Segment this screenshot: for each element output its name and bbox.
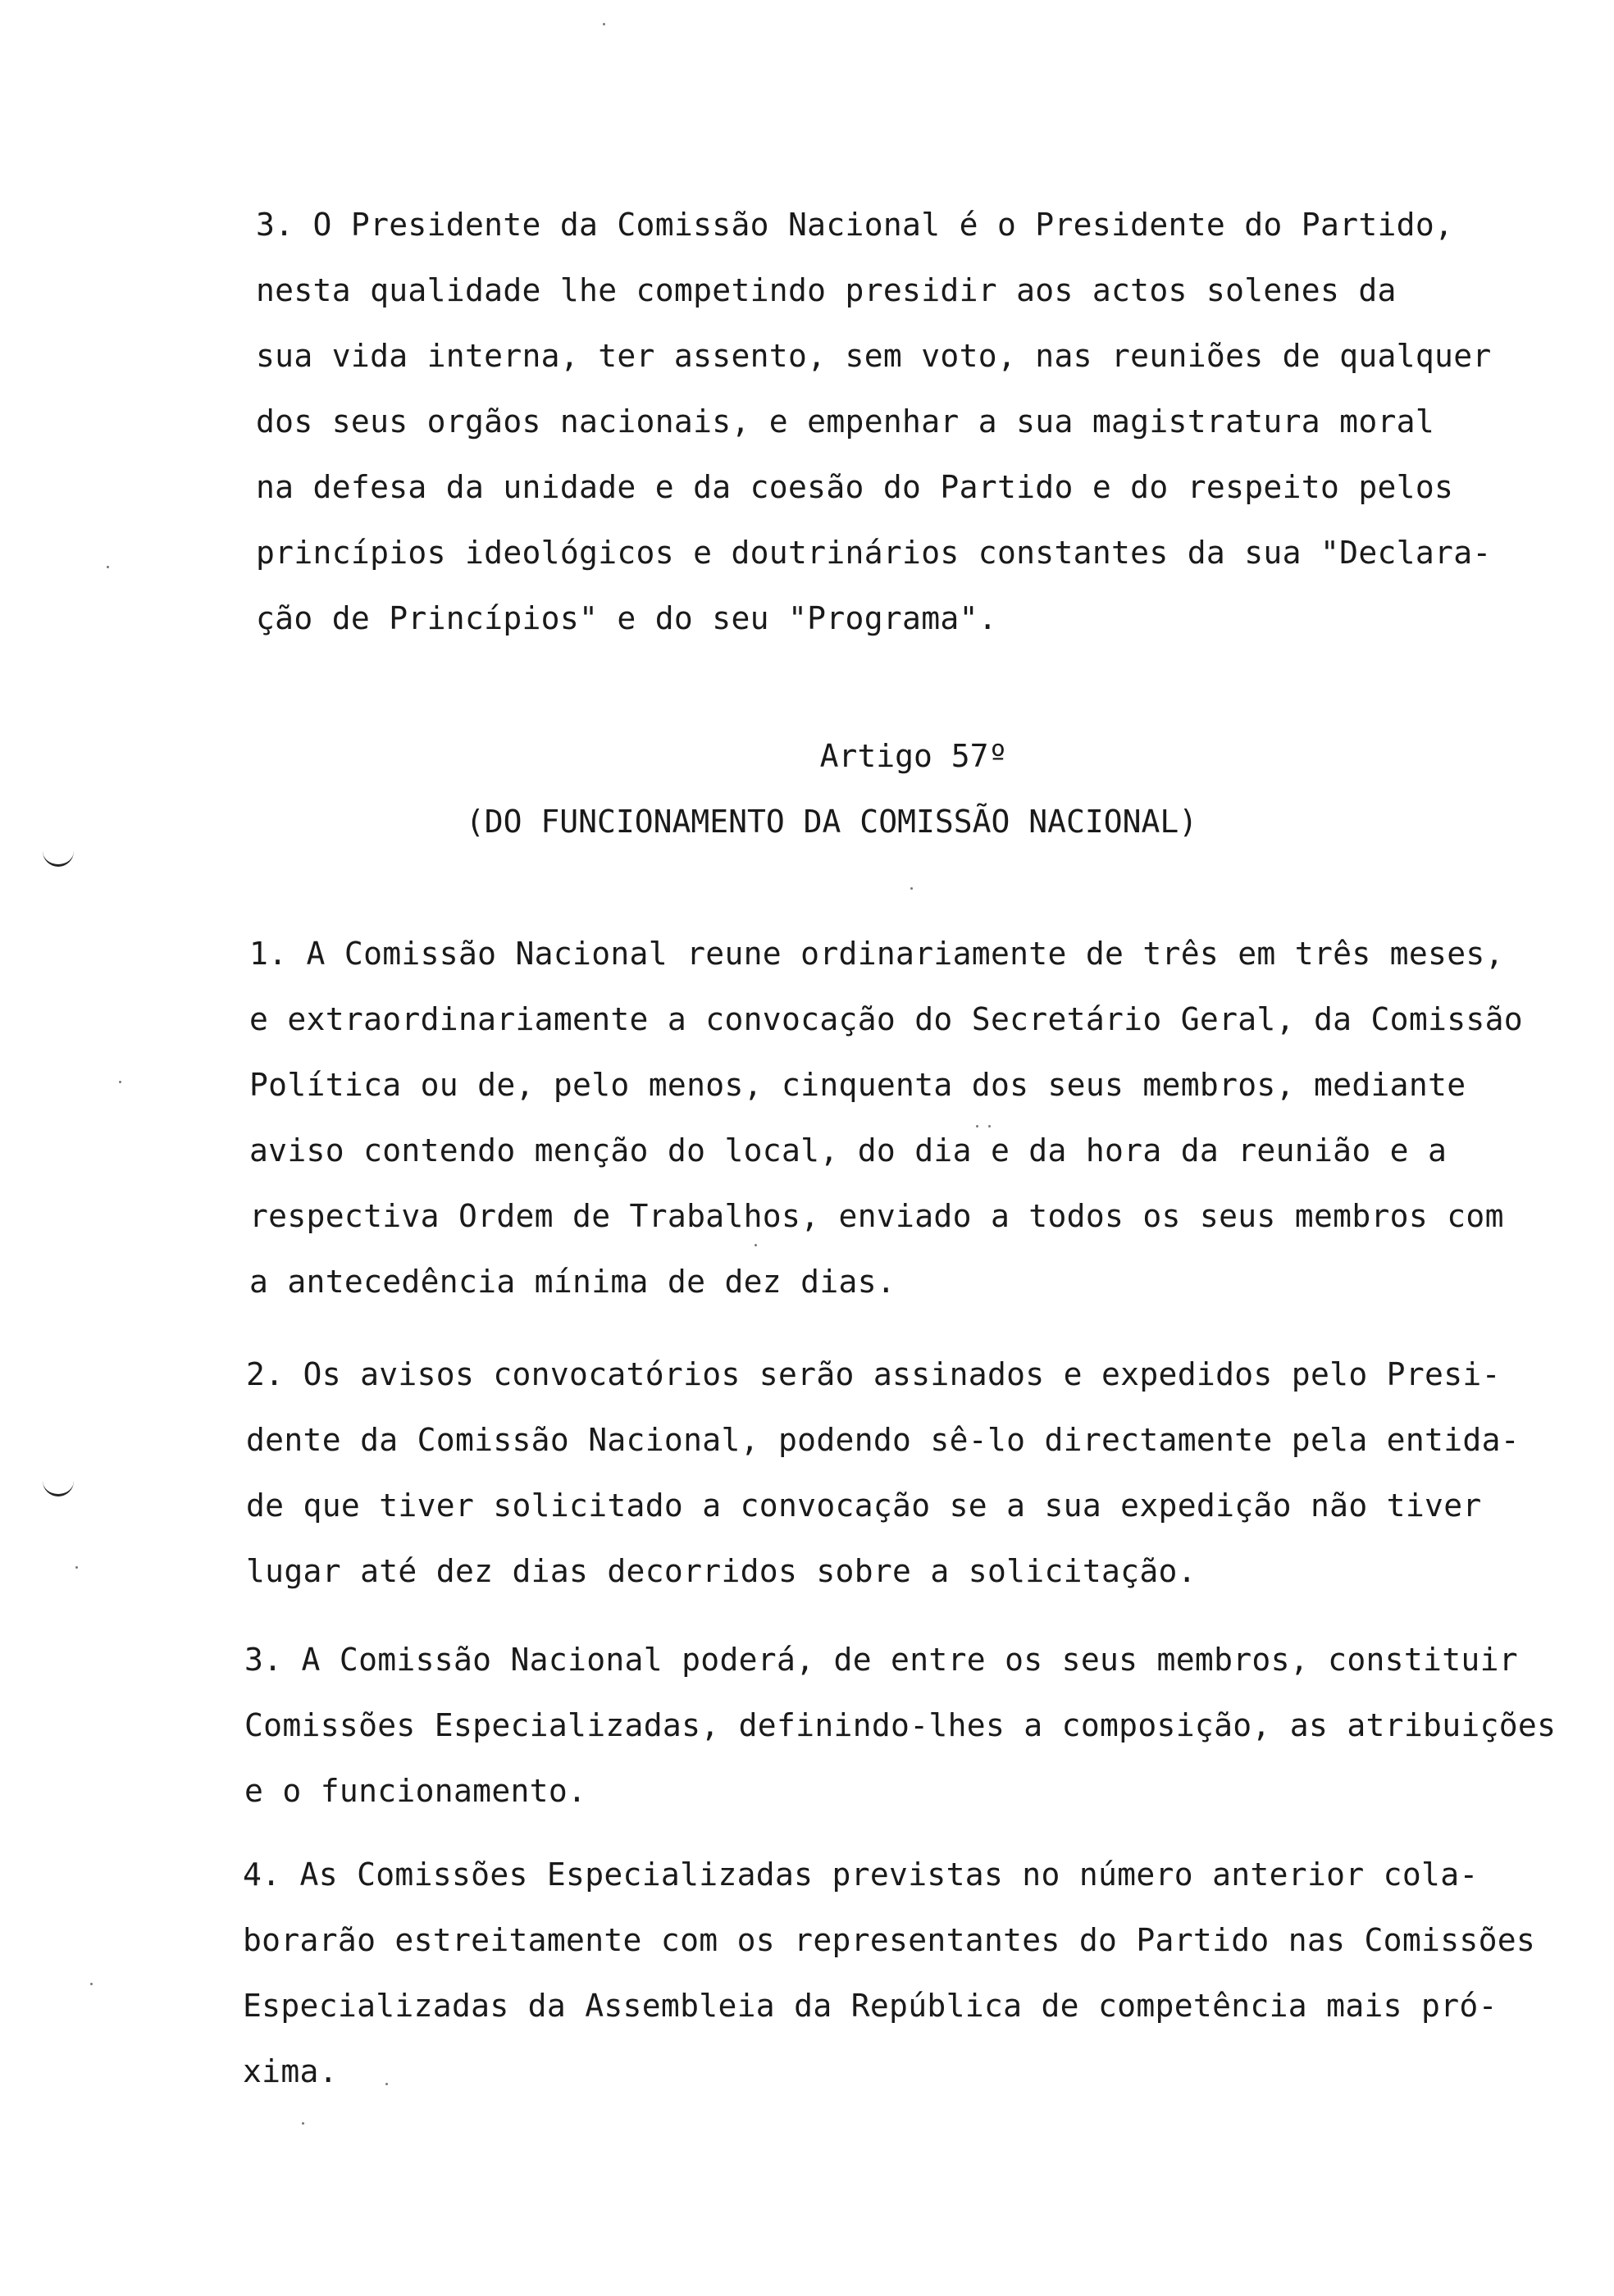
scan-hole-mark — [43, 1481, 74, 1496]
text-line: 4. As Comissões Especializadas previstas no número anterior cola- — [243, 1856, 1479, 1893]
text-line: xima. — [243, 2053, 338, 2089]
text-line: nesta qualidade lhe competindo presidir aos actos solenes da — [256, 272, 1397, 308]
scan-speck — [107, 566, 109, 568]
text-line: sua vida interna, ter assento, sem voto, nas reuniões de qualquer — [256, 338, 1492, 374]
scan-speck — [910, 887, 913, 890]
text-line: princípios ideológicos e doutrinários constantes da sua "Declara- — [256, 535, 1492, 571]
text-line: dente da Comissão Nacional, podendo sê-lo directamente pela entida- — [246, 1422, 1520, 1458]
scan-speck — [90, 1983, 93, 1985]
text-line: e o funcionamento. — [244, 1773, 587, 1809]
text-line: Especializadas da Assembleia da República de competência mais pró- — [243, 1988, 1498, 2024]
scan-speck — [988, 1125, 991, 1128]
clause-4 — [243, 1842, 1535, 2104]
scan-speck — [755, 1244, 757, 1246]
text-line: 1. A Comissão Nacional reune ordinariamente de três em três meses, — [249, 936, 1504, 972]
text-line: a antecedência mínima de dez dias. — [249, 1264, 896, 1300]
text-line: de que tiver solicitado a convocação se a sua expedição não tiver — [246, 1487, 1482, 1524]
scan-speck — [75, 1566, 78, 1569]
clause-1 — [249, 921, 1523, 1314]
text-line: Política ou de, pelo menos, cinquenta dos seus membros, mediante — [249, 1067, 1466, 1103]
text-line: Comissões Especializadas, definindo-lhes a composição, as atribuições — [244, 1707, 1557, 1743]
clause-2 — [246, 1342, 1520, 1604]
paragraph-presidente — [256, 192, 1492, 651]
text-line: borarão estreitamente com os representantes do Partido nas Comissões — [243, 1922, 1536, 1958]
text-line: lugar até dez dias decorridos sobre a solicitação. — [246, 1553, 1197, 1589]
article-title: (DO FUNCIONAMENTO DA COMISSÃO NACIONAL) — [465, 804, 1198, 840]
text-line: respectiva Ordem de Trabalhos, enviado a todos os seus membros com — [249, 1198, 1504, 1234]
scan-speck — [385, 2083, 388, 2085]
scan-speck — [603, 23, 605, 25]
text-line: 2. Os avisos convocatórios serão assinados e expedidos pelo Presi- — [246, 1356, 1501, 1392]
scan-speck — [119, 1081, 121, 1083]
text-line: 3. O Presidente da Comissão Nacional é o Presidente do Partido, — [256, 207, 1454, 243]
text-line: 3. A Comissão Nacional poderá, de entre os seus membros, constituir — [244, 1642, 1518, 1678]
text-line: ção de Princípios" e do seu "Programa". — [256, 600, 997, 636]
clause-3 — [244, 1627, 1556, 1824]
scan-hole-mark — [43, 851, 74, 867]
text-line: dos seus orgãos nacionais, e empenhar a sua magistratura moral — [256, 403, 1435, 440]
text-line: na defesa da unidade e da coesão do Partido e do respeito pelos — [256, 469, 1454, 505]
text-line: aviso contendo menção do local, do dia e da hora da reunião e a — [249, 1132, 1448, 1168]
text-line: e extraordinariamente a convocação do Secretário Geral, da Comissão — [249, 1001, 1523, 1037]
article-number: Artigo 57º — [819, 738, 1008, 774]
scan-speck — [302, 2122, 304, 2125]
scan-speck — [976, 1125, 978, 1128]
